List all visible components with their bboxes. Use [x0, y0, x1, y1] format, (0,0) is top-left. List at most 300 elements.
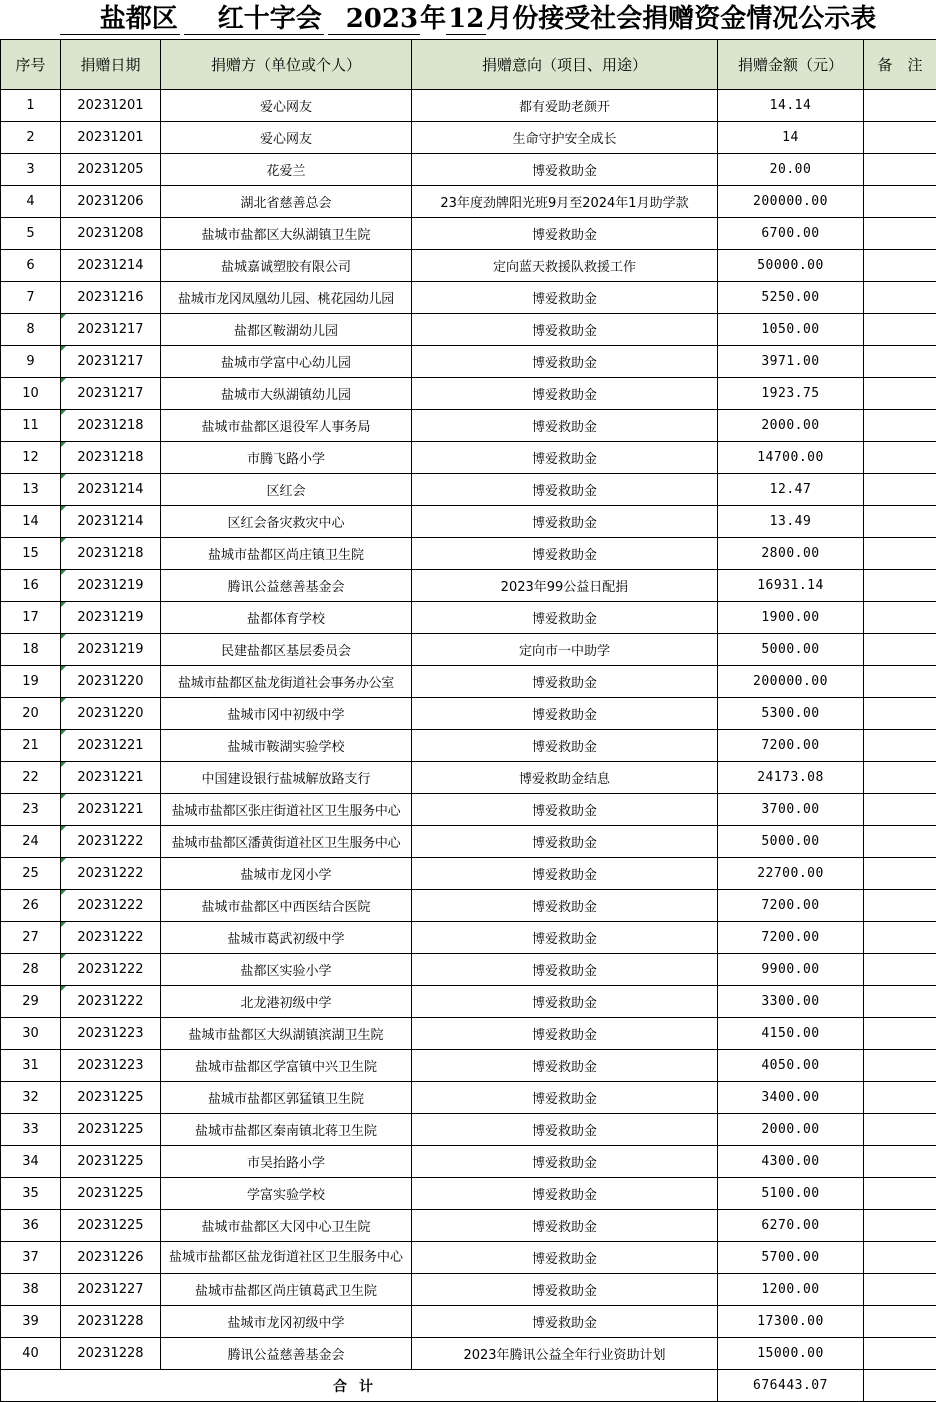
cell-purpose[interactable]: 定向蓝天救援队救援工作	[412, 250, 718, 282]
cell-date[interactable]	[61, 218, 161, 250]
cell-date[interactable]	[61, 602, 161, 634]
cell-date-text: 20231220	[77, 706, 143, 721]
cell-flag-icon	[61, 954, 66, 959]
total-label-cell[interactable]	[1, 1370, 718, 1402]
cell-amount[interactable]: 3400.00	[718, 1082, 864, 1114]
col-header-note[interactable]: 备 注	[864, 40, 936, 90]
cell-donor[interactable]	[161, 474, 412, 506]
cell-purpose[interactable]: 博爱救助金	[412, 826, 718, 858]
cell-purpose[interactable]: 博爱救助金	[412, 410, 718, 442]
cell-date[interactable]	[61, 282, 161, 314]
cell-no[interactable]: 23	[1, 794, 61, 826]
cell-purpose[interactable]: 博爱救助金	[412, 314, 718, 346]
cell-date[interactable]	[61, 250, 161, 282]
cell-donor[interactable]	[161, 250, 412, 282]
cell-amount[interactable]: 2800.00	[718, 538, 864, 570]
cell-no[interactable]: 8	[1, 314, 61, 346]
cell-no[interactable]: 24	[1, 826, 61, 858]
cell-no[interactable]: 37	[1, 1242, 61, 1274]
cell-donor[interactable]	[161, 154, 412, 186]
table-row	[1, 474, 936, 506]
cell-purpose[interactable]: 都有爱助老颜开	[412, 90, 718, 122]
cell-purpose[interactable]: 博爱救助金	[412, 890, 718, 922]
table-row	[1, 890, 936, 922]
cell-purpose[interactable]: 生命守护安全成长	[412, 122, 718, 154]
cell-donor-text: 盐城市盐都区退役军人事务局	[201, 420, 370, 435]
cell-no[interactable]: 28	[1, 954, 61, 986]
cell-amount[interactable]: 24173.08	[718, 762, 864, 794]
cell-purpose[interactable]: 博爱救助金	[412, 954, 718, 986]
col-header-no[interactable]: 序号	[1, 40, 61, 90]
cell-amount[interactable]: 200000.00	[718, 186, 864, 218]
col-header-purpose[interactable]: 捐赠意向（项目、用途）	[412, 40, 718, 90]
cell-donor[interactable]	[161, 538, 412, 570]
cell-date[interactable]	[61, 1242, 161, 1274]
cell-purpose[interactable]: 博爱救助金结息	[412, 762, 718, 794]
cell-date[interactable]	[61, 1210, 161, 1242]
cell-no[interactable]: 19	[1, 666, 61, 698]
cell-purpose[interactable]: 博爱救助金	[412, 378, 718, 410]
cell-purpose[interactable]: 博爱救助金	[412, 858, 718, 890]
cell-purpose[interactable]: 博爱救助金	[412, 730, 718, 762]
cell-note[interactable]	[864, 1210, 936, 1242]
cell-amount[interactable]: 14.14	[718, 90, 864, 122]
cell-donor[interactable]	[161, 1050, 412, 1082]
table-row	[1, 186, 936, 218]
col-header-amount[interactable]: 捐赠金额（元）	[718, 40, 864, 90]
cell-donor[interactable]	[161, 506, 412, 538]
cell-date[interactable]	[61, 954, 161, 986]
title-month: 12	[446, 4, 486, 35]
cell-flag-icon	[61, 378, 66, 383]
cell-note[interactable]	[864, 666, 936, 698]
cell-no[interactable]: 2	[1, 122, 61, 154]
cell-no[interactable]: 3	[1, 154, 61, 186]
cell-amount[interactable]: 3700.00	[718, 794, 864, 826]
cell-donor[interactable]	[161, 986, 412, 1018]
cell-donor[interactable]	[161, 1242, 412, 1274]
cell-donor-text: 盐城市盐都区中西医结合医院	[201, 900, 370, 915]
cell-donor[interactable]	[161, 826, 412, 858]
cell-purpose[interactable]: 博爱救助金	[412, 538, 718, 570]
cell-amount[interactable]: 14700.00	[718, 442, 864, 474]
cell-donor[interactable]	[161, 762, 412, 794]
cell-note[interactable]	[864, 538, 936, 570]
cell-purpose[interactable]: 博爱救助金	[412, 602, 718, 634]
cell-donor-text: 盐城市盐都区尚庄镇卫生院	[208, 548, 364, 563]
cell-date[interactable]	[61, 986, 161, 1018]
cell-purpose[interactable]: 博爱救助金	[412, 1018, 718, 1050]
cell-note[interactable]	[864, 282, 936, 314]
cell-no[interactable]: 20	[1, 698, 61, 730]
cell-amount[interactable]: 22700.00	[718, 858, 864, 890]
cell-note[interactable]	[864, 858, 936, 890]
cell-date[interactable]	[61, 314, 161, 346]
cell-amount[interactable]: 2000.00	[718, 1114, 864, 1146]
cell-purpose[interactable]: 博爱救助金	[412, 282, 718, 314]
cell-no[interactable]: 13	[1, 474, 61, 506]
cell-donor[interactable]	[161, 730, 412, 762]
cell-no[interactable]: 16	[1, 570, 61, 602]
cell-no[interactable]: 26	[1, 890, 61, 922]
cell-donor[interactable]	[161, 1338, 412, 1370]
cell-date[interactable]	[61, 1274, 161, 1306]
cell-no[interactable]: 36	[1, 1210, 61, 1242]
cell-amount[interactable]: 20.00	[718, 154, 864, 186]
cell-note[interactable]	[864, 90, 936, 122]
cell-date-text: 20231218	[77, 546, 143, 561]
cell-donor[interactable]	[161, 1114, 412, 1146]
cell-flag-icon	[61, 922, 66, 927]
cell-flag-icon	[61, 346, 66, 351]
cell-donor-text: 盐城市龙冈初级中学	[227, 1316, 344, 1331]
cell-purpose[interactable]: 博爱救助金	[412, 1050, 718, 1082]
cell-donor-text: 花爱兰	[266, 164, 305, 179]
cell-no[interactable]: 17	[1, 602, 61, 634]
cell-date[interactable]	[61, 666, 161, 698]
cell-note[interactable]	[864, 410, 936, 442]
table-row	[1, 1274, 936, 1306]
cell-amount[interactable]: 7200.00	[718, 922, 864, 954]
cell-date[interactable]	[61, 794, 161, 826]
cell-flag-icon	[61, 474, 66, 479]
cell-no[interactable]: 39	[1, 1306, 61, 1338]
cell-amount[interactable]: 4050.00	[718, 1050, 864, 1082]
cell-amount[interactable]: 2000.00	[718, 410, 864, 442]
table-row	[1, 602, 936, 634]
cell-purpose[interactable]: 博爱救助金	[412, 154, 718, 186]
table-row	[1, 1338, 936, 1370]
cell-date[interactable]	[61, 538, 161, 570]
cell-flag-icon	[61, 858, 66, 863]
cell-donor[interactable]	[161, 1210, 412, 1242]
page-title	[0, 0, 936, 38]
cell-date[interactable]	[61, 826, 161, 858]
cell-no[interactable]: 21	[1, 730, 61, 762]
cell-no[interactable]: 38	[1, 1274, 61, 1306]
table-row	[1, 986, 936, 1018]
cell-date[interactable]	[61, 570, 161, 602]
cell-donor[interactable]	[161, 698, 412, 730]
cell-donor[interactable]	[161, 666, 412, 698]
cell-donor[interactable]	[161, 218, 412, 250]
cell-donor-text: 盐城市盐都区学富镇中兴卫生院	[195, 1060, 377, 1075]
table-row	[1, 506, 936, 538]
cell-donor[interactable]	[161, 346, 412, 378]
cell-date[interactable]	[61, 730, 161, 762]
total-amount[interactable]: 676443.07	[718, 1370, 864, 1402]
cell-donor[interactable]	[161, 1018, 412, 1050]
total-row	[1, 1370, 936, 1402]
cell-purpose[interactable]: 博爱救助金	[412, 794, 718, 826]
cell-note[interactable]	[864, 634, 936, 666]
cell-purpose[interactable]: 博爱救助金	[412, 1082, 718, 1114]
cell-no[interactable]: 6	[1, 250, 61, 282]
cell-donor-text: 盐都区鞍湖幼儿园	[234, 324, 338, 339]
cell-purpose[interactable]: 博爱救助金	[412, 1146, 718, 1178]
cell-purpose[interactable]: 博爱救助金	[412, 1114, 718, 1146]
cell-purpose[interactable]: 博爱救助金	[412, 1242, 718, 1274]
cell-purpose[interactable]: 博爱救助金	[412, 442, 718, 474]
cell-donor[interactable]	[161, 410, 412, 442]
cell-purpose[interactable]: 2023年腾讯公益全年行业资助计划	[412, 1338, 718, 1370]
title-org: 红十字会	[184, 4, 324, 35]
cell-note[interactable]	[864, 378, 936, 410]
cell-date[interactable]	[61, 378, 161, 410]
cell-donor[interactable]	[161, 1082, 412, 1114]
cell-donor[interactable]	[161, 122, 412, 154]
cell-note[interactable]	[864, 1178, 936, 1210]
cell-amount[interactable]: 4150.00	[718, 1018, 864, 1050]
cell-no[interactable]: 32	[1, 1082, 61, 1114]
cell-no[interactable]: 1	[1, 90, 61, 122]
cell-donor[interactable]	[161, 1178, 412, 1210]
cell-note[interactable]	[864, 1306, 936, 1338]
cell-amount[interactable]: 50000.00	[718, 250, 864, 282]
cell-note[interactable]	[864, 794, 936, 826]
cell-no[interactable]: 4	[1, 186, 61, 218]
cell-date[interactable]	[61, 506, 161, 538]
cell-no[interactable]: 29	[1, 986, 61, 1018]
cell-amount[interactable]: 7200.00	[718, 890, 864, 922]
cell-amount[interactable]: 5100.00	[718, 1178, 864, 1210]
cell-no[interactable]: 27	[1, 922, 61, 954]
cell-amount[interactable]: 1200.00	[718, 1274, 864, 1306]
cell-amount[interactable]: 200000.00	[718, 666, 864, 698]
cell-purpose[interactable]: 博爱救助金	[412, 1178, 718, 1210]
cell-donor[interactable]	[161, 570, 412, 602]
cell-date[interactable]	[61, 442, 161, 474]
cell-donor-text: 盐都体育学校	[247, 612, 325, 627]
cell-amount[interactable]: 13.49	[718, 506, 864, 538]
cell-date[interactable]	[61, 346, 161, 378]
cell-date-text: 20231217	[77, 322, 143, 337]
cell-date[interactable]	[61, 922, 161, 954]
cell-note[interactable]	[864, 1146, 936, 1178]
cell-date[interactable]	[61, 474, 161, 506]
cell-no[interactable]: 9	[1, 346, 61, 378]
table-row	[1, 730, 936, 762]
cell-amount[interactable]: 12.47	[718, 474, 864, 506]
cell-date-text: 20231205	[77, 162, 143, 177]
cell-amount[interactable]: 6270.00	[718, 1210, 864, 1242]
cell-note[interactable]	[864, 1274, 936, 1306]
cell-donor[interactable]	[161, 90, 412, 122]
cell-donor[interactable]	[161, 890, 412, 922]
cell-date[interactable]	[61, 154, 161, 186]
cell-note[interactable]	[864, 1082, 936, 1114]
cell-amount[interactable]: 15000.00	[718, 1338, 864, 1370]
cell-note[interactable]	[864, 986, 936, 1018]
cell-purpose[interactable]: 博爱救助金	[412, 474, 718, 506]
cell-note[interactable]	[864, 1242, 936, 1274]
cell-date[interactable]	[61, 1082, 161, 1114]
cell-note[interactable]	[864, 474, 936, 506]
cell-donor-text: 盐城市盐都区大冈中心卫生院	[201, 1220, 370, 1235]
cell-no[interactable]: 7	[1, 282, 61, 314]
cell-donor[interactable]	[161, 634, 412, 666]
table-row	[1, 282, 936, 314]
cell-date[interactable]	[61, 890, 161, 922]
table-row	[1, 1242, 936, 1274]
cell-purpose[interactable]: 定向市一中助学	[412, 634, 718, 666]
cell-purpose[interactable]: 23年度劲牌阳光班9月至2024年1月助学款	[412, 186, 718, 218]
cell-amount[interactable]: 1050.00	[718, 314, 864, 346]
cell-amount[interactable]: 14	[718, 122, 864, 154]
cell-no[interactable]: 12	[1, 442, 61, 474]
cell-no[interactable]: 10	[1, 378, 61, 410]
cell-note[interactable]	[864, 954, 936, 986]
cell-flag-icon	[61, 314, 66, 319]
cell-flag-icon	[61, 826, 66, 831]
title-district: 盐都区	[60, 4, 180, 35]
cell-donor[interactable]	[161, 1306, 412, 1338]
cell-no[interactable]: 11	[1, 410, 61, 442]
cell-note[interactable]	[864, 1338, 936, 1370]
cell-donor[interactable]	[161, 1274, 412, 1306]
cell-donor[interactable]	[161, 922, 412, 954]
cell-purpose[interactable]: 博爱救助金	[412, 698, 718, 730]
table-row	[1, 634, 936, 666]
cell-note[interactable]	[864, 154, 936, 186]
total-note[interactable]	[864, 1370, 936, 1402]
cell-note[interactable]	[864, 506, 936, 538]
cell-amount[interactable]: 5300.00	[718, 698, 864, 730]
cell-note[interactable]	[864, 602, 936, 634]
cell-purpose[interactable]: 博爱救助金	[412, 666, 718, 698]
cell-note[interactable]	[864, 1050, 936, 1082]
cell-date[interactable]	[61, 634, 161, 666]
cell-no[interactable]: 31	[1, 1050, 61, 1082]
cell-amount[interactable]: 1923.75	[718, 378, 864, 410]
cell-note[interactable]	[864, 1114, 936, 1146]
cell-note[interactable]	[864, 922, 936, 954]
cell-amount[interactable]: 1900.00	[718, 602, 864, 634]
cell-amount[interactable]: 3971.00	[718, 346, 864, 378]
cell-amount[interactable]: 5700.00	[718, 1242, 864, 1274]
cell-note[interactable]	[864, 122, 936, 154]
cell-no[interactable]: 18	[1, 634, 61, 666]
cell-donor-text: 盐城市盐都区盐龙街道社区卫生服务中心	[161, 1251, 411, 1264]
cell-purpose[interactable]: 博爱救助金	[412, 1306, 718, 1338]
cell-no[interactable]: 40	[1, 1338, 61, 1370]
cell-note[interactable]	[864, 1018, 936, 1050]
cell-amount[interactable]: 5000.00	[718, 634, 864, 666]
table-row	[1, 378, 936, 410]
cell-amount[interactable]: 6700.00	[718, 218, 864, 250]
cell-purpose[interactable]: 博爱救助金	[412, 506, 718, 538]
cell-note[interactable]	[864, 314, 936, 346]
cell-note[interactable]	[864, 762, 936, 794]
cell-date-text: 20231225	[77, 1122, 143, 1137]
col-header-donor[interactable]: 捐赠方（单位或个人）	[161, 40, 412, 90]
cell-donor[interactable]	[161, 186, 412, 218]
cell-flag-icon	[61, 698, 66, 703]
cell-donor[interactable]	[161, 794, 412, 826]
cell-note[interactable]	[864, 250, 936, 282]
cell-donor[interactable]	[161, 282, 412, 314]
cell-no[interactable]: 25	[1, 858, 61, 890]
cell-donor[interactable]	[161, 378, 412, 410]
cell-date[interactable]	[61, 1178, 161, 1210]
cell-no[interactable]: 22	[1, 762, 61, 794]
cell-amount[interactable]: 9900.00	[718, 954, 864, 986]
cell-donor[interactable]	[161, 442, 412, 474]
cell-date[interactable]	[61, 1114, 161, 1146]
cell-purpose[interactable]: 博爱救助金	[412, 1274, 718, 1306]
cell-donor[interactable]	[161, 954, 412, 986]
cell-date-text: 20231219	[77, 578, 143, 593]
cell-date[interactable]	[61, 698, 161, 730]
cell-note[interactable]	[864, 186, 936, 218]
cell-no[interactable]: 14	[1, 506, 61, 538]
cell-date-text: 20231217	[77, 354, 143, 369]
cell-note[interactable]	[864, 346, 936, 378]
col-header-date[interactable]: 捐赠日期	[61, 40, 161, 90]
cell-note[interactable]	[864, 698, 936, 730]
cell-amount[interactable]: 5000.00	[718, 826, 864, 858]
cell-date[interactable]	[61, 90, 161, 122]
cell-date-text: 20231226	[77, 1250, 143, 1265]
cell-date[interactable]	[61, 186, 161, 218]
cell-date[interactable]	[61, 1146, 161, 1178]
cell-note[interactable]	[864, 218, 936, 250]
cell-no[interactable]: 34	[1, 1146, 61, 1178]
cell-no[interactable]: 35	[1, 1178, 61, 1210]
cell-purpose[interactable]: 博爱救助金	[412, 922, 718, 954]
cell-date[interactable]	[61, 122, 161, 154]
cell-date[interactable]	[61, 1050, 161, 1082]
cell-donor[interactable]	[161, 858, 412, 890]
cell-date[interactable]	[61, 1306, 161, 1338]
cell-purpose[interactable]: 博爱救助金	[412, 218, 718, 250]
cell-amount[interactable]: 17300.00	[718, 1306, 864, 1338]
cell-amount[interactable]: 7200.00	[718, 730, 864, 762]
cell-no[interactable]: 5	[1, 218, 61, 250]
cell-no[interactable]: 33	[1, 1114, 61, 1146]
cell-note[interactable]	[864, 442, 936, 474]
cell-donor[interactable]	[161, 602, 412, 634]
cell-purpose[interactable]: 博爱救助金	[412, 346, 718, 378]
cell-amount[interactable]: 16931.14	[718, 570, 864, 602]
cell-donor[interactable]	[161, 1146, 412, 1178]
cell-donor[interactable]	[161, 314, 412, 346]
cell-donor-text: 盐都区实验小学	[240, 964, 331, 979]
cell-purpose[interactable]: 2023年99公益日配捐	[412, 570, 718, 602]
cell-note[interactable]	[864, 890, 936, 922]
cell-date[interactable]	[61, 1018, 161, 1050]
cell-donor-text: 爱心网友	[260, 100, 312, 115]
cell-date-text: 20231222	[77, 962, 143, 977]
cell-donor-text: 区红会备灾救灾中心	[227, 516, 344, 531]
cell-date[interactable]	[61, 762, 161, 794]
cell-no[interactable]: 30	[1, 1018, 61, 1050]
cell-purpose[interactable]: 博爱救助金	[412, 986, 718, 1018]
cell-date[interactable]	[61, 858, 161, 890]
cell-purpose[interactable]: 博爱救助金	[412, 1210, 718, 1242]
cell-amount[interactable]: 5250.00	[718, 282, 864, 314]
cell-flag-icon	[61, 442, 66, 447]
cell-amount[interactable]: 3300.00	[718, 986, 864, 1018]
cell-no[interactable]: 15	[1, 538, 61, 570]
cell-date[interactable]	[61, 410, 161, 442]
cell-amount[interactable]: 4300.00	[718, 1146, 864, 1178]
cell-note[interactable]	[864, 730, 936, 762]
cell-date[interactable]	[61, 1338, 161, 1370]
cell-note[interactable]	[864, 570, 936, 602]
cell-note[interactable]	[864, 826, 936, 858]
table-row	[1, 698, 936, 730]
